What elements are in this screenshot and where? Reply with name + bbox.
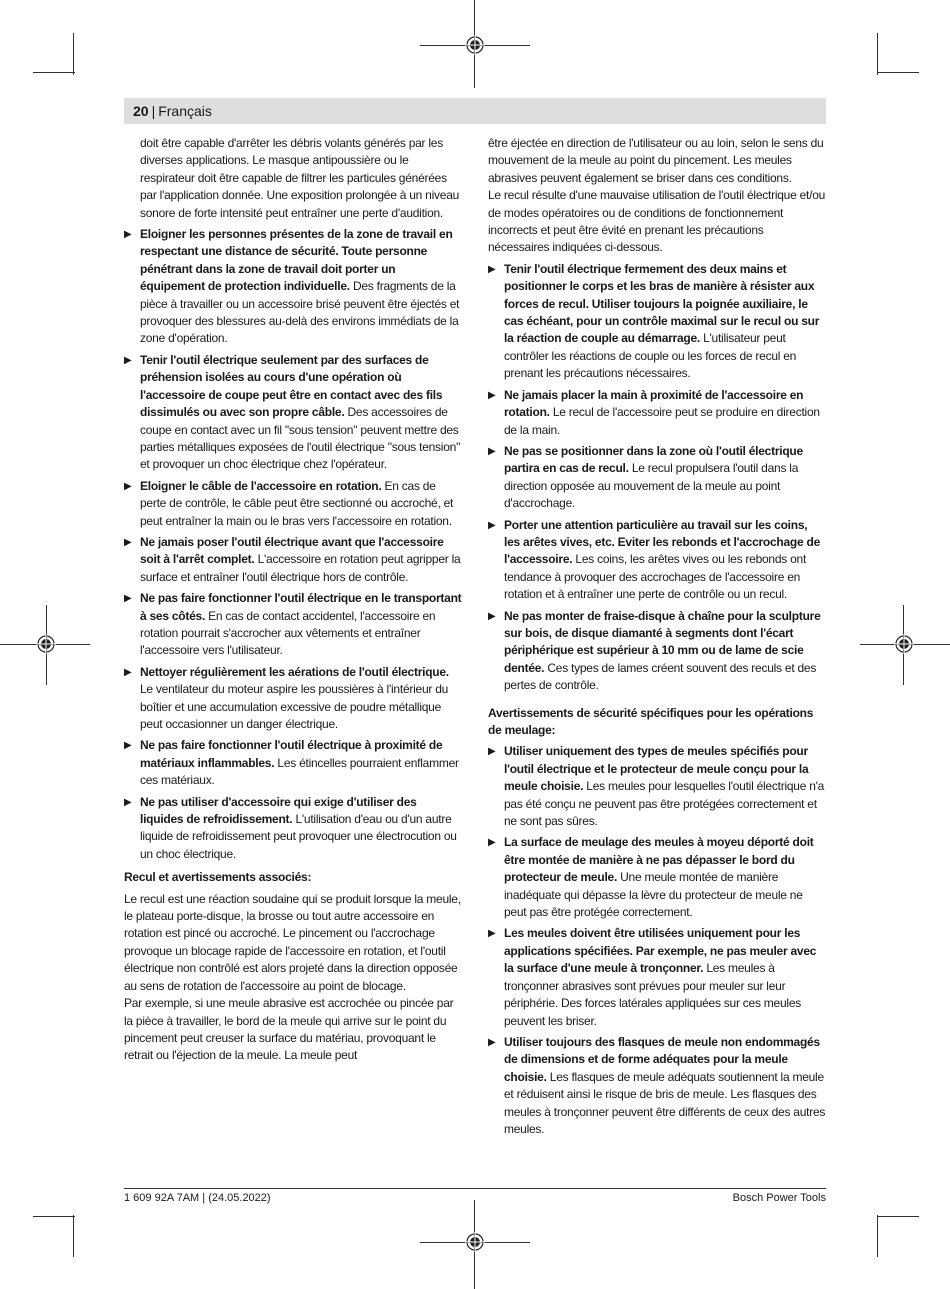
warning-item <box>488 743 826 830</box>
warning-bold: Eloigner les personnes présentes de la zone de travail en respectant une distance de sécurité. Toute personne pénétrant dans la zone de travail doit porter un équipement de protection individuelle. <box>140 227 453 294</box>
footer-doc-id: 1 609 92A 7AM | (24.05.2022) <box>124 1192 271 1204</box>
warning-item <box>124 794 462 864</box>
warning-text: Le ventilateur du moteur aspire les poussières à l'intérieur du boîtier et une accumulation excessive de poudre métallique peut occasionner un danger électrique. <box>140 682 449 731</box>
warning-bold: Ne pas faire fonctionner l'outil électrique en le transportant à ses côtés. <box>140 591 462 623</box>
triangle-right-icon: ▶ <box>124 536 132 548</box>
warning-item <box>488 387 826 439</box>
triangle-right-icon: ▶ <box>488 519 496 531</box>
warning-text: En cas de contact accidentel, l'accessoire en rotation pourrait s'accrocher aux vêtements et entraîner l'accessoire vers l'utilisateur. <box>140 608 436 658</box>
warning-bold: Porter une attention particulière au travail sur les coins, les arêtes vives, etc. Eviter les rebonds et l'accrochage de l'accessoire. <box>504 517 821 567</box>
body-paragraph: Le recul est une réaction soudaine qui se produit lorsque la meule, le plateau porte-disque, la brosse ou tout autre accessoire en rotation est pincé ou accroché. Le pincement ou l'accrochage provoque un blocage rapide de l'accessoire en rotation, et l'outil électrique non contrôlé est alors projeté dans la direction opposée au sens de rotation de l'accessoire au point de blocage. <box>124 891 461 993</box>
warning-bold: Ne jamais poser l'outil électrique avant que l'accessoire soit à l'arrêt complet. <box>140 534 444 567</box>
warning-item <box>124 226 462 348</box>
warning-text: Une meule montée de manière inadéquate qui dépasse la lèvre du protecteur de meule ne peut pas être protégée correctement. <box>504 870 803 920</box>
warning-bold: Ne jamais placer la main à proximité de l'accessoire en rotation. <box>504 387 804 420</box>
warning-bold: Ne pas se positionner dans la zone où l'outil électrique partira en cas de recul. <box>504 443 803 476</box>
warning-bold: Nettoyer régulièrement les aérations de l'outil électrique. <box>140 664 449 679</box>
warning-text: L'utilisation d'eau ou d'un autre liquide de refroidissement peut provoquer une électrocution ou un choc électrique. <box>140 812 457 861</box>
warning-bold: Ne pas faire fonctionner l'outil électrique à proximité de matériaux inflammables. <box>140 738 443 770</box>
triangle-right-icon: ▶ <box>124 480 132 492</box>
warning-text: Le recul propulsera l'outil dans la direction opposée au mouvement de la meule au point d'accrochage. <box>504 461 799 511</box>
warning-item <box>488 608 826 695</box>
crop-mark <box>73 33 74 75</box>
crop-mark <box>877 1215 878 1257</box>
left-column <box>124 135 462 1065</box>
warning-item <box>488 1034 826 1138</box>
warning-text: L'utilisateur peut contrôler les réactions de couple ou les forces de recul en prenant les précautions nécessaires. <box>504 331 797 381</box>
crosshair-target-icon <box>36 634 56 654</box>
triangle-right-icon: ▶ <box>488 837 496 849</box>
crop-mark <box>877 33 878 75</box>
warning-text: Ces types de lames créent souvent des reculs et des pertes de contrôle. <box>504 660 817 693</box>
triangle-right-icon: ▶ <box>488 389 496 401</box>
warning-text: Les meules à tronçonner abrasives sont prévues pour meuler sur leur périphérie. Des forces latérales appliquées sur ces meules peuvent les briser. <box>504 961 801 1028</box>
warning-bold: Tenir l'outil électrique fermement des deux mains et positionner le corps et les bras de manière à résister aux forces de recul. Utiliser toujours la poignée auxiliaire, le cas échéant, pour un contrôle maximal sur le recul ou sur la réaction de couple au démarrage. <box>504 261 820 346</box>
triangle-right-icon: ▶ <box>124 354 132 366</box>
right-column <box>488 135 826 1138</box>
page-number: 20 <box>133 103 149 119</box>
footer-rule <box>124 1188 826 1189</box>
warning-item <box>124 352 462 474</box>
warning-bold: Tenir l'outil électrique seulement par des surfaces de préhension isolées au cours d'une opération où l'accessoire de coupe peut être en contact avec des fils dissimulés ou avec son propre câble. <box>140 352 443 420</box>
triangle-right-icon: ▶ <box>124 740 132 752</box>
warning-text: Des accessoires de coupe en contact avec un fil "sous tension" peuvent mettre des parties métalliques exposées de l'outil électrique "sous tension" et provoquer un choc électrique chez l'opérateur. <box>140 405 461 472</box>
crop-mark <box>73 1215 74 1257</box>
body-paragraph: être éjectée en direction de l'utilisateur ou au loin, selon le sens du mouvement de la meule au point du pincement. Les meules abrasives peuvent également se briser dans ces conditions. <box>488 136 824 185</box>
section-heading: Avertissements de sécurité spécifiques pour les opérations de meulage: <box>488 705 814 737</box>
header-separator: | <box>151 103 156 119</box>
triangle-right-icon: ▶ <box>488 928 496 940</box>
triangle-right-icon: ▶ <box>124 229 132 241</box>
crosshair-target-icon <box>465 35 485 55</box>
crop-mark <box>33 72 75 73</box>
crop-mark <box>33 1216 75 1217</box>
triangle-right-icon: ▶ <box>488 746 496 758</box>
warning-text: Des fragments de la pièce à travailler ou un accessoire brisé peuvent être éjectés et provoquer des blessures au-delà des environs immédiats de la zone d'opération. <box>140 279 460 346</box>
triangle-right-icon: ▶ <box>124 796 132 808</box>
triangle-right-icon: ▶ <box>488 610 496 622</box>
warning-text: Les flasques de meule adéquats soutiennent la meule et réduisent ainsi le risque de bris de meule. Les flasques des meules à tronçonner peuvent être différents de ceux des autres meules. <box>504 1069 826 1136</box>
header-band <box>124 98 826 124</box>
warning-item <box>124 478 462 530</box>
warning-bold: Ne pas monter de fraise-disque à chaîne pour la sculpture sur bois, de disque diamanté à segments dont l'écart périphérique est supérieur à 10 mm ou de lame de scie dentée. <box>504 608 821 675</box>
warning-text: Le recul de l'accessoire peut se produire en direction de la main. <box>504 405 820 437</box>
warning-bold: Ne pas utiliser d'accessoire qui exige d'utiliser des liquides de refroidissement. <box>140 794 417 827</box>
intro-paragraph: doit être capable d'arrêter les débris volants générés par les diverses applications. Le masque antipoussière ou le respirateur doit être capable de filtrer les particules générées par l'application donnée. Une exposition prolongée à un niveau sonore de forte intensité peut entraîner une perte d'audition. <box>140 136 460 220</box>
warning-item <box>124 737 462 789</box>
warning-item <box>488 834 826 921</box>
warning-text: En cas de perte de contrôle, le câble peut être sectionné ou accroché, et peut entraîner la main ou le bras vers l'accessoire en rotation. <box>140 478 454 528</box>
triangle-right-icon: ▶ <box>488 445 496 457</box>
warning-text: Les coins, les arêtes vives ou les rebonds ont tendance à provoquer des accrochages de l'accessoire en rotation et à entraîner une perte de contrôle ou un recul. <box>504 552 807 602</box>
warning-item <box>488 261 826 383</box>
warning-item <box>124 590 462 660</box>
section-heading: Recul et avertissements associés: <box>124 870 312 885</box>
crop-mark <box>877 72 919 73</box>
warning-item <box>124 664 462 734</box>
footer-brand: Bosch Power Tools <box>732 1192 826 1204</box>
triangle-right-icon: ▶ <box>124 666 132 678</box>
warning-item <box>488 517 826 604</box>
warning-text: L'accessoire en rotation peut agripper la surface et entraîner l'outil électrique hors de contrôle. <box>140 552 461 584</box>
warning-bold: Utiliser toujours des flasques de meule non endommagés de dimensions et de forme adéquates pour la meule choisie. <box>504 1034 820 1084</box>
warning-bold: Utiliser uniquement des types de meules spécifiés pour l'outil électrique et le protecteur de meule conçu pour la meule choisie. <box>504 744 809 794</box>
warning-item <box>488 443 826 513</box>
warning-bold: Les meules doivent être utilisées uniquement pour les applications spécifiées. Par exemple, ne pas meuler avec la surface d'une meule à tronçonner. <box>504 926 817 976</box>
crop-mark <box>877 1216 919 1217</box>
warning-text: Les meules pour lesquelles l'outil électrique n'a pas été conçu ne peuvent pas être protégées correctement et ne sont pas sûres. <box>504 779 825 829</box>
triangle-right-icon: ▶ <box>488 1036 496 1048</box>
body-paragraph: Par exemple, si une meule abrasive est accrochée ou pincée par la pièce à travailler, le bord de la meule qui arrive sur le point du pincement peut creuser la surface du matériau, provoquant le retrait ou l'éjection de la meule. La meule peut <box>124 996 454 1063</box>
warning-text: Les étincelles pourraient enflammer ces matériaux. <box>140 755 459 788</box>
crosshair-target-icon <box>465 1232 485 1252</box>
header-language: Français <box>158 103 212 119</box>
crosshair-target-icon <box>894 634 914 654</box>
body-paragraph: Le recul résulte d'une mauvaise utilisation de l'outil électrique et/ou de modes opératoires ou de conditions de fonctionnement incorrects et peut être évité en prenant les précautions nécessaires indiquées ci-dessous. <box>488 188 826 255</box>
page-header <box>133 103 212 119</box>
triangle-right-icon: ▶ <box>488 263 496 275</box>
warning-bold: La surface de meulage des meules à moyeu déporté doit être montée de manière à ne pas dépasser le bord du protecteur de meule. <box>504 835 814 885</box>
warning-item <box>124 534 462 586</box>
triangle-right-icon: ▶ <box>124 593 132 605</box>
warning-bold: Eloigner le câble de l'accessoire en rotation. <box>140 478 382 493</box>
warning-item <box>488 925 826 1029</box>
